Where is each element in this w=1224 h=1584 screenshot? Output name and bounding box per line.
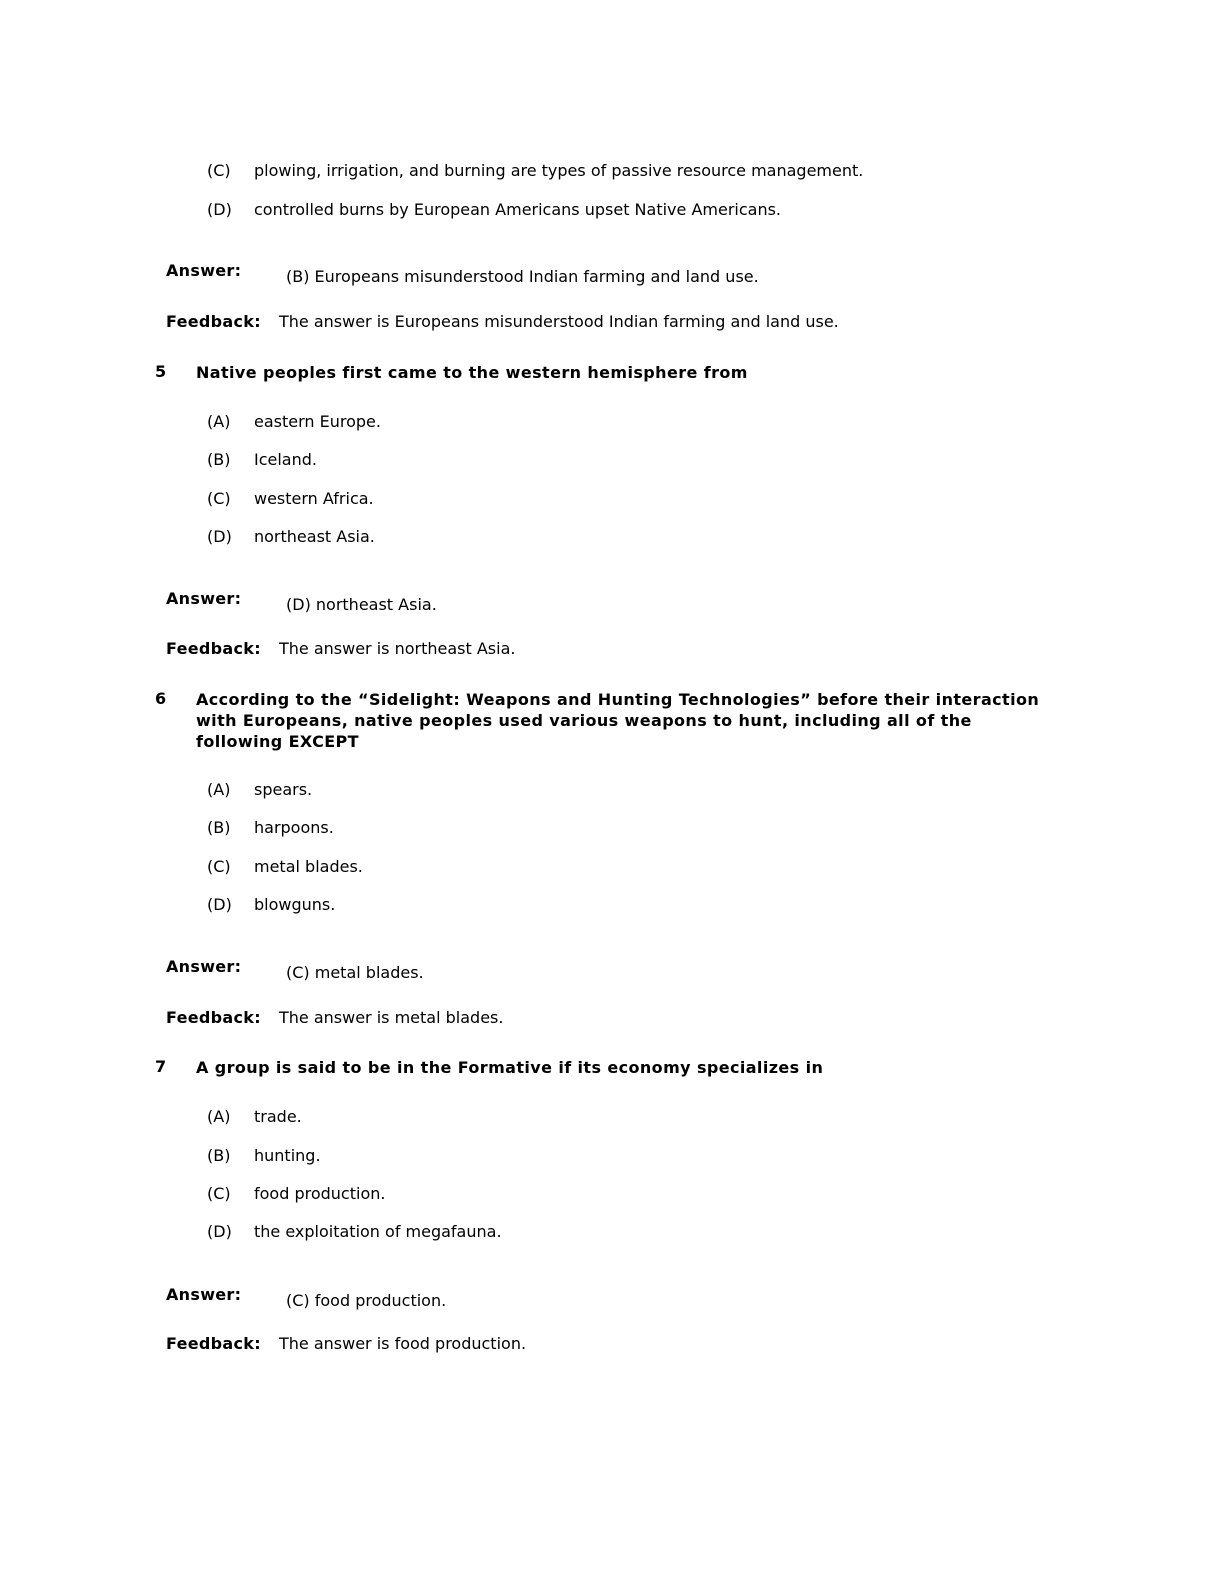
answer-text: (C) metal blades. xyxy=(286,963,424,982)
option-text: hunting. xyxy=(254,1146,321,1165)
feedback-text: The answer is northeast Asia. xyxy=(279,639,516,658)
answer-label: Answer: xyxy=(166,1285,242,1304)
answer-text: (D) northeast Asia. xyxy=(286,595,437,614)
option-text: spears. xyxy=(254,780,313,799)
feedback-label: Feedback: xyxy=(166,639,261,658)
option-text: food production. xyxy=(254,1184,386,1203)
option-letter: (C) xyxy=(207,489,231,508)
feedback-text: The answer is metal blades. xyxy=(279,1008,504,1027)
option-text: blowguns. xyxy=(254,895,336,914)
option-letter: (C) xyxy=(207,857,231,876)
feedback-label: Feedback: xyxy=(166,312,261,331)
answer-label: Answer: xyxy=(166,957,242,976)
option-letter: (A) xyxy=(207,1107,231,1126)
option-letter: (B) xyxy=(207,818,231,837)
answer-text: (B) Europeans misunderstood Indian farming and land use. xyxy=(286,267,759,286)
option-text: eastern Europe. xyxy=(254,412,381,431)
answer-label: Answer: xyxy=(166,589,242,608)
answer-text: (C) food production. xyxy=(286,1291,447,1310)
question-number: 5 xyxy=(155,362,167,381)
feedback-text: The answer is food production. xyxy=(279,1334,527,1353)
option-letter: (A) xyxy=(207,780,231,799)
option-text: trade. xyxy=(254,1107,302,1126)
option-letter: (A) xyxy=(207,412,231,431)
option-text: the exploitation of megafauna. xyxy=(254,1222,502,1241)
option-letter: (D) xyxy=(207,895,232,914)
question-text: A group is said to be in the Formative if its economy specializes in xyxy=(196,1058,824,1077)
option-text: metal blades. xyxy=(254,857,363,876)
question-text: According to the “Sidelight: Weapons and Hunting Technologies” before their interaction with Europeans, native peoples used various weapons to hunt, including all of the following EXCEPT xyxy=(196,690,1040,751)
question-text: Native peoples first came to the western hemisphere from xyxy=(196,363,748,382)
option-letter: (B) xyxy=(207,1146,231,1165)
option-letter: (C) xyxy=(207,161,231,180)
option-text: harpoons. xyxy=(254,818,334,837)
option-text: plowing, irrigation, and burning are types of passive resource management. xyxy=(254,161,864,180)
option-text: western Africa. xyxy=(254,489,374,508)
option-text: controlled burns by European Americans upset Native Americans. xyxy=(254,200,782,219)
option-letter: (D) xyxy=(207,200,232,219)
option-letter: (B) xyxy=(207,450,231,469)
option-letter: (D) xyxy=(207,527,232,546)
answer-label: Answer: xyxy=(166,261,242,280)
option-text: northeast Asia. xyxy=(254,527,375,546)
feedback-label: Feedback: xyxy=(166,1008,261,1027)
option-letter: (D) xyxy=(207,1222,232,1241)
question-number: 6 xyxy=(155,689,167,708)
feedback-label: Feedback: xyxy=(166,1334,261,1353)
feedback-text: The answer is Europeans misunderstood Indian farming and land use. xyxy=(279,312,839,331)
question-number: 7 xyxy=(155,1057,167,1076)
option-letter: (C) xyxy=(207,1184,231,1203)
option-text: Iceland. xyxy=(254,450,317,469)
